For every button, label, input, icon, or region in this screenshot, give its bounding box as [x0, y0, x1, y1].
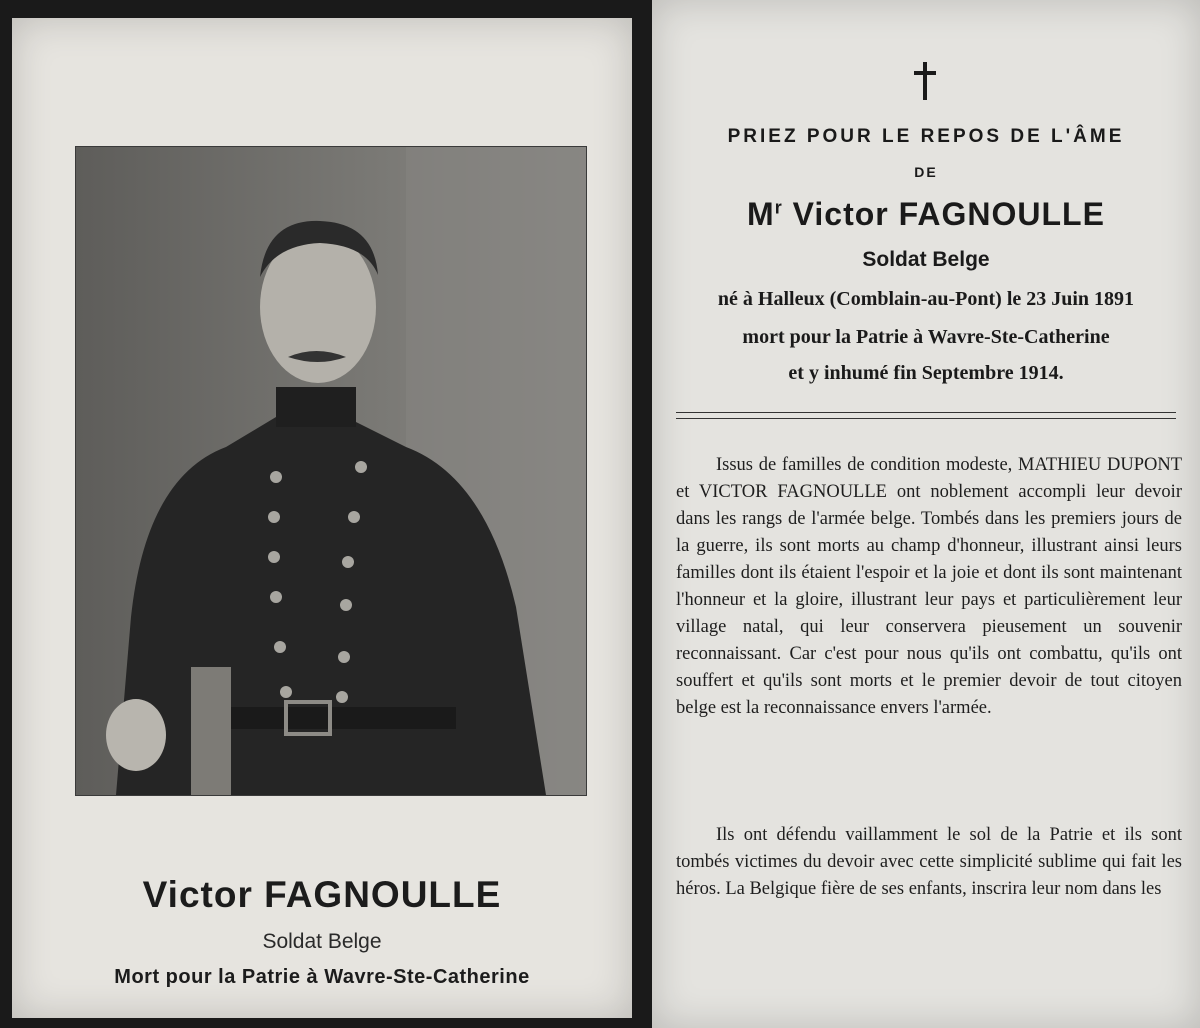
- burial-line: et y inhumé fin Septembre 1914.: [788, 362, 1064, 384]
- soldier-portrait-photo: [75, 146, 587, 796]
- death-line: mort pour la Patrie à Wavre-Ste-Catherine: [742, 326, 1110, 348]
- prayer-de: DE: [914, 164, 938, 180]
- deceased-name: Victor FAGNOULLE: [142, 874, 502, 915]
- honoree-title: [652, 196, 1200, 233]
- paragraph-1-text: Issus de familles de condition modeste, MATHIEU DUPONT et VICTOR FAGNOULLE ont noblement accompli leur devoir dans les rangs de l'armée belge. Tombés dans les premiers jours de la guerre, ils sont morts au champ d'honneur, illustrant ainsi leurs familles dont ils étaient l'espoir et la joie et dont ils sont maintenant l'honneur et la gloire, illustrant leur pays et particulièrement leur village natal, qui leur conservera pieusement un souvenir reconnaissant. Car c'est pour nous qu'ils ont combattu, qu'ils ont souffert et qu'ils sont morts et le premier devoir de tout citoyen belge est la reconnaissance envers l'armée.: [676, 455, 1182, 718]
- divider-top: [676, 412, 1176, 413]
- paragraph-2-text: Ils ont défendu vaillamment le sol de la Patrie et ils sont tombés victimes du devoir avec cette simplicité sublime qui fait les héros. La Belgique fière de ses enfants, inscrira leur nom dans les: [676, 825, 1182, 899]
- tribute-paragraph-2: [676, 822, 1182, 903]
- death-place-line: Mort pour la Patrie à Wavre-Ste-Catherine: [114, 966, 530, 988]
- honoree-name: Victor FAGNOULLE: [792, 196, 1105, 232]
- memorial-card-front: [12, 18, 632, 1018]
- honoree-rank: Soldat Belge: [862, 248, 990, 271]
- birth-line: né à Halleux (Comblain-au-Pont) le 23 Juin 1891: [717, 288, 1135, 310]
- title-prefix: M: [747, 196, 775, 232]
- memorial-card-back: [652, 0, 1200, 1028]
- deceased-rank: Soldat Belge: [262, 930, 382, 953]
- title-suffix: r: [774, 197, 783, 218]
- latin-cross-icon: [910, 60, 940, 102]
- tribute-paragraph-1: [676, 452, 1182, 722]
- divider-bottom: [676, 418, 1176, 419]
- prayer-heading: PRIEZ POUR LE REPOS DE L'ÂME: [727, 126, 1125, 147]
